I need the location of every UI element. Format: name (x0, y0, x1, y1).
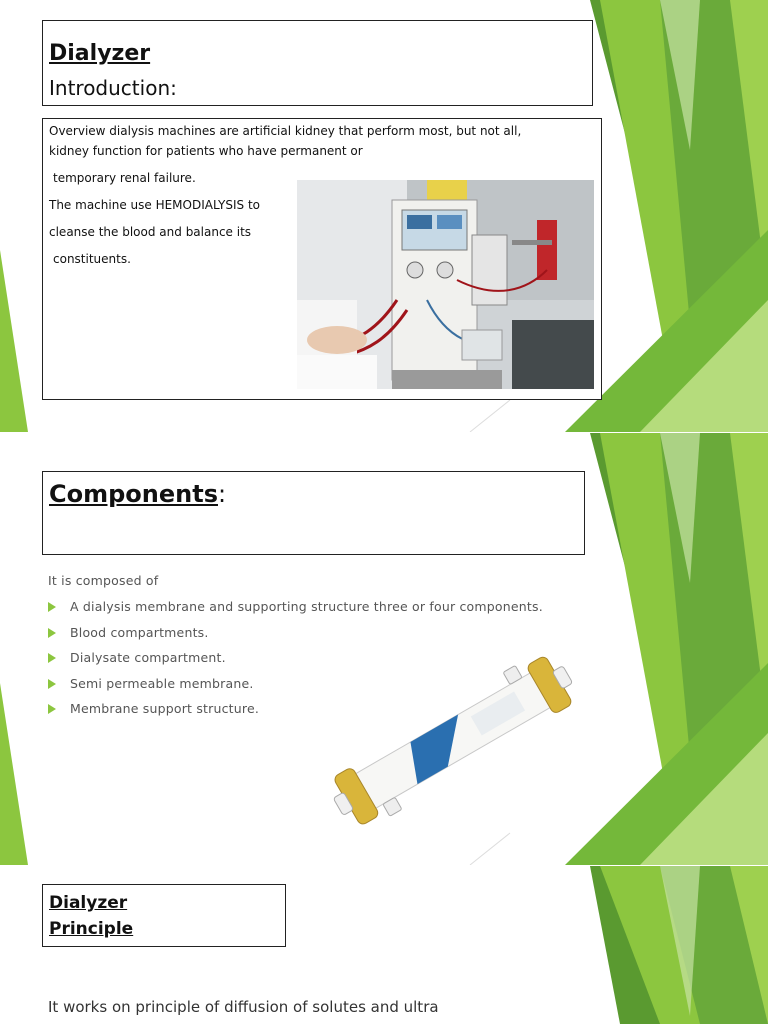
list-item (48, 599, 543, 625)
intro-content-box (42, 118, 602, 400)
body-text-line: It works on principle of diffusion of solutes and ultra (48, 998, 439, 1016)
slide-dialyzer-principle (0, 866, 768, 1024)
paragraph-line: Overview dialysis machines are artificial kidney that perform most, but not all, (49, 124, 522, 138)
list-item-text: A dialysis membrane and supporting structure three or four components. (70, 599, 543, 614)
arrow-bullet-icon (48, 653, 56, 663)
slide-subtitle: Introduction: (49, 76, 177, 100)
slide-title-line: Principle (49, 919, 134, 939)
intro-line: It is composed of (48, 573, 159, 588)
list-item-text: Blood compartments. (70, 624, 209, 640)
paragraph-line: temporary renal failure. (53, 171, 196, 185)
slide-title-line: Dialyzer (49, 893, 128, 913)
title-box (42, 20, 593, 106)
paragraph-line: cleanse the blood and balance its (49, 225, 252, 239)
title-box (42, 884, 286, 947)
arrow-bullet-icon (48, 602, 56, 612)
slide-title-colon: : (217, 480, 227, 508)
slide-components (0, 433, 768, 865)
slide-title (49, 480, 226, 508)
arrow-bullet-icon (48, 628, 56, 638)
list-item-text: Semi permeable membrane. (70, 675, 254, 691)
slide-title: Dialyzer (49, 41, 151, 66)
dialysis-machine-photo (297, 180, 594, 389)
list-item-text: Dialysate compartment. (70, 650, 226, 665)
title-box (42, 471, 585, 555)
paragraph-line: kidney function for patients who have permanent or (49, 144, 363, 158)
paragraph-line: The machine use HEMODIALYSIS to (49, 198, 261, 212)
slide-title-text: Components (49, 480, 218, 508)
list-item-text: Membrane support structure. (70, 701, 260, 716)
arrow-bullet-icon (48, 704, 56, 714)
arrow-bullet-icon (48, 679, 56, 689)
paragraph-line: constituents. (53, 252, 131, 266)
slide-dialyzer-introduction (0, 0, 768, 432)
dialyzer-cartridge-photo (320, 643, 585, 838)
